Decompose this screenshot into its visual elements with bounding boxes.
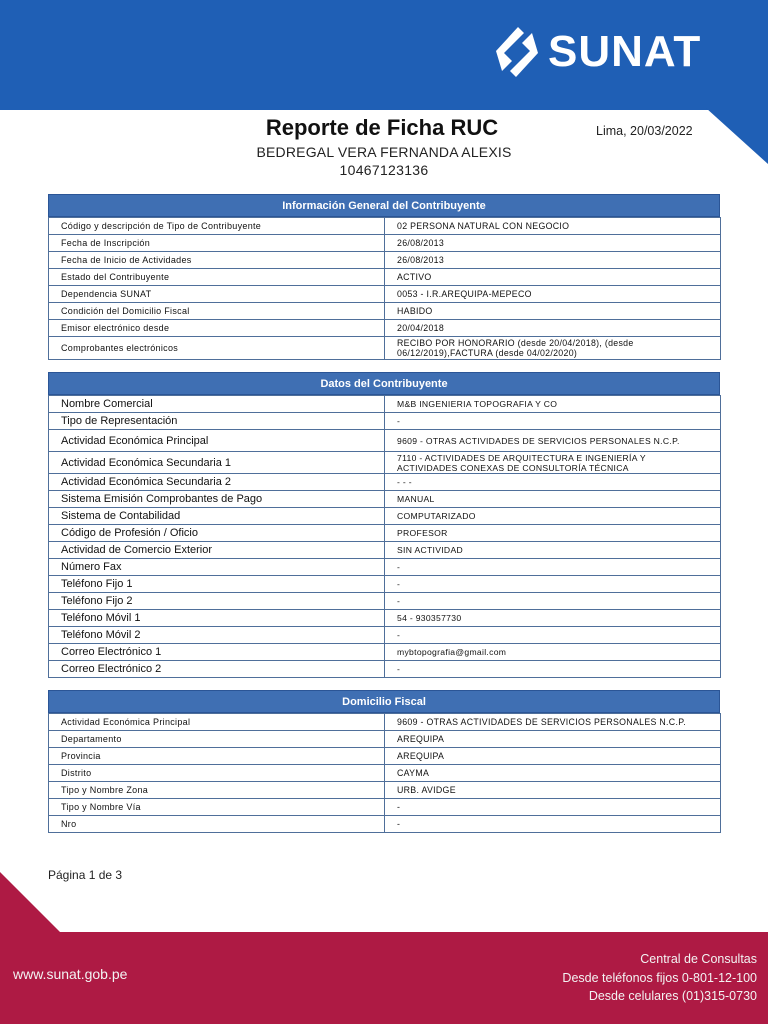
taxpayer-data-table [48,395,721,678]
fiscal-address-section [48,690,720,833]
sunat-logo [488,20,701,84]
row-label: Teléfono Fijo 2 [49,593,385,610]
table-row [49,714,721,731]
row-label: Actividad Económica Secundaria 1 [49,452,385,474]
row-label: Correo Electrónico 1 [49,644,385,661]
row-value: PROFESOR [385,525,721,542]
row-label: Nro [49,816,385,833]
fiscal-address-table [48,713,721,833]
page-number: Página 1 de 3 [48,868,123,882]
row-value: 26/08/2013 [385,252,721,269]
table-row [49,508,721,525]
row-value: MANUAL [385,491,721,508]
row-value: mybtopografia@gmail.com [385,644,721,661]
row-label: Departamento [49,731,385,748]
row-value: RECIBO POR HONORARIO (desde 20/04/2018), (desde 06/12/2019),FACTURA (desde 04/02/2020) [385,337,721,360]
table-row [49,731,721,748]
row-label: Provincia [49,748,385,765]
table-row [49,816,721,833]
row-value: HABIDO [385,303,721,320]
row-label: Condición del Domicilio Fiscal [49,303,385,320]
section-header: Domicilio Fiscal [48,690,720,713]
table-row [49,491,721,508]
sunat-emblem-icon [488,21,546,83]
row-value: 7110 - ACTIVIDADES DE ARQUITECTURA E INGENIERÍA Y ACTIVIDADES CONEXAS DE CONSULTORÍA TÉCNICA [385,452,721,474]
row-label: Nombre Comercial [49,396,385,413]
row-value: ACTIVO [385,269,721,286]
table-row [49,799,721,816]
row-value: - [385,627,721,644]
row-value: AREQUIPA [385,731,721,748]
row-value: - [385,661,721,678]
row-value: - - - [385,474,721,491]
row-value: 9609 - OTRAS ACTIVIDADES DE SERVICIOS PERSONALES N.C.P. [385,714,721,731]
contact-line-1: Central de Consultas [640,952,757,966]
table-row [49,286,721,303]
table-row [49,610,721,627]
table-row [49,748,721,765]
table-row [49,525,721,542]
row-label: Tipo y Nombre Zona [49,782,385,799]
table-row [49,218,721,235]
contact-info [562,950,757,1006]
row-label: Distrito [49,765,385,782]
contact-line-2: Desde teléfonos fijos 0-801-12-100 [562,970,757,985]
logo-text: SUNAT [548,27,702,76]
table-row [49,337,721,360]
row-value: M&B INGENIERIA TOPOGRAFIA Y CO [385,396,721,413]
table-row [49,782,721,799]
row-label: Código y descripción de Tipo de Contribuyente [49,218,385,235]
row-label: Comprobantes electrónicos [49,337,385,360]
table-row [49,430,721,452]
table-row [49,576,721,593]
row-value: 0053 - I.R.AREQUIPA-MEPECO [385,286,721,303]
table-row [49,269,721,286]
row-label: Actividad de Comercio Exterior [49,542,385,559]
row-value: 9609 - OTRAS ACTIVIDADES DE SERVICIOS PERSONALES N.C.P. [385,430,721,452]
row-label: Número Fax [49,559,385,576]
row-value: - [385,413,721,430]
row-label: Código de Profesión / Oficio [49,525,385,542]
row-label: Actividad Económica Secundaria 2 [49,474,385,491]
table-row [49,644,721,661]
table-row [49,303,721,320]
table-row [49,452,721,474]
table-row [49,661,721,678]
row-label: Tipo y Nombre Vía [49,799,385,816]
row-value: 02 PERSONA NATURAL CON NEGOCIO [385,218,721,235]
row-value: 26/08/2013 [385,235,721,252]
table-row [49,559,721,576]
row-label: Fecha de Inicio de Actividades [49,252,385,269]
row-label: Actividad Económica Principal [49,430,385,452]
row-label: Estado del Contribuyente [49,269,385,286]
table-row [49,765,721,782]
row-label: Sistema de Contabilidad [49,508,385,525]
table-row [49,593,721,610]
row-label: Fecha de Inscripción [49,235,385,252]
table-row [49,320,721,337]
row-label: Actividad Económica Principal [49,714,385,731]
table-row [49,474,721,491]
row-value: - [385,593,721,610]
row-label: Dependencia SUNAT [49,286,385,303]
footer-corner-decoration [0,872,62,934]
row-value: - [385,576,721,593]
taxpayer-data-section [48,372,720,678]
row-label: Tipo de Representación [49,413,385,430]
table-row [49,396,721,413]
general-info-section [48,194,720,360]
general-info-table [48,217,721,360]
table-row [49,627,721,644]
row-value: SIN ACTIVIDAD [385,542,721,559]
table-row [49,413,721,430]
row-label: Correo Electrónico 2 [49,661,385,678]
row-label: Teléfono Móvil 1 [49,610,385,627]
section-header: Datos del Contribuyente [48,372,720,395]
row-value: CAYMA [385,765,721,782]
row-value: - [385,799,721,816]
row-value: URB. AVIDGE [385,782,721,799]
row-label: Teléfono Fijo 1 [49,576,385,593]
table-row [49,542,721,559]
row-value: - [385,816,721,833]
row-value: AREQUIPA [385,748,721,765]
row-label: Sistema Emisión Comprobantes de Pago [49,491,385,508]
row-label: Teléfono Móvil 2 [49,627,385,644]
table-row [49,252,721,269]
row-value: - [385,559,721,576]
report-date: Lima, 20/03/2022 [596,124,693,138]
section-header: Información General del Contribuyente [48,194,720,217]
row-value: COMPUTARIZADO [385,508,721,525]
row-value: 54 - 930357730 [385,610,721,627]
contact-line-3: Desde celulares (01)315-0730 [588,989,757,1003]
table-row [49,235,721,252]
row-value: 20/04/2018 [385,320,721,337]
taxpayer-name: BEDREGAL VERA FERNANDA ALEXIS [256,144,512,160]
website-link[interactable]: www.sunat.gob.pe [13,966,128,982]
report-title: Reporte de Ficha RUC [265,115,499,140]
row-label: Emisor electrónico desde [49,320,385,337]
taxpayer-ruc: 10467123136 [339,162,429,178]
